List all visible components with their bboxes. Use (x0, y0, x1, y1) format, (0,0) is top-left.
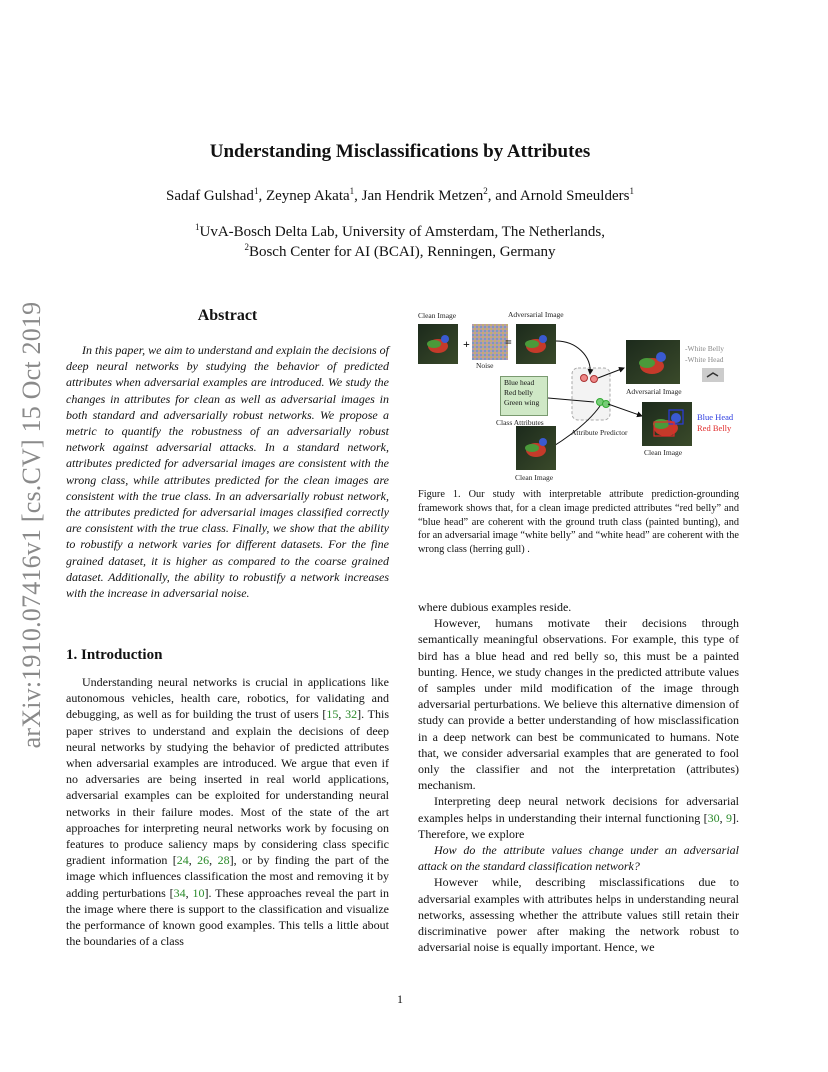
predictor-node (591, 376, 598, 383)
affiliation-line-2 (0, 242, 800, 262)
citation-link[interactable]: 30 (707, 810, 720, 825)
citation-link[interactable]: 28 (217, 853, 230, 868)
affiliation-mark: 2 (244, 242, 249, 252)
section-heading-introduction: 1. Introduction (66, 647, 163, 663)
author-name: , Zeynep Akata (258, 188, 350, 204)
clean-image-top (418, 324, 458, 364)
figure-label: Attribute Predictor (571, 428, 628, 437)
adversarial-image-right (626, 340, 680, 384)
abstract-text: In this paper, we aim to understand and explain the decisions of deep neural networks by studying the behavior of predicted attributes when adversarial examples are introduced. We study the changes in attributes for clean as well as adversarial images in both standard and adversarially robust networks. We propose a metric to quantify the robustness of an adversarially robust network against adversarial attacks. In a standard network, attributes predicted for adversarial images are consistent with the wrong class, while attributes predicted for the clean images are consistent with the true class. In an adversarially robust network, the attributes predicted for adversarial images classified correctly are consistent with the true class. Finally, we show that the ability to robustify a network varies for different datasets. For the fine grained dataset, it is higher as compared to the coarse grained dataset. Additionally, the ability to robustify a network increases with the increase in adversarial noise. (66, 343, 389, 601)
figure-label: Noise (476, 361, 494, 370)
affiliation-mark: 2 (483, 186, 488, 196)
clean-image-bottom (516, 426, 556, 470)
red-belly-label: Red Belly (697, 423, 732, 433)
predictor-node (581, 375, 588, 382)
attribute-item: Green wing (504, 398, 540, 407)
research-question: How do the attribute values change under an adversarial attack on the standard classification network? (418, 843, 739, 874)
adversarial-image-top (516, 324, 556, 364)
arrow (608, 404, 642, 416)
class-attributes-note (500, 376, 548, 416)
citation-link[interactable]: 24 (176, 853, 189, 868)
author-name: , Jan Hendrik Metzen (354, 188, 484, 204)
affiliation-text: Bosch Center for AI (BCAI), Renningen, Germany (248, 244, 556, 260)
plus-sign: + (463, 337, 470, 351)
affiliation-mark: 1 (349, 186, 355, 196)
attribute-item: Blue head (504, 378, 535, 387)
affiliation-text: UvA-Bosch Delta Lab, University of Amsterdam, The Netherlands, (199, 224, 605, 240)
figure-label: Clean Image (515, 473, 554, 482)
affiliation-mark: 1 (629, 186, 634, 196)
white-belly-label: -White Belly (685, 344, 724, 353)
paragraph: Interpreting deep neural network decisions for adversarial examples helps in understanding their internal functioning [30, 9]. Therefore, we explore (418, 794, 739, 841)
citation-link[interactable]: 34 (173, 885, 186, 900)
abstract-heading: Abstract (197, 307, 258, 324)
figure-label: Clean Image (644, 448, 683, 457)
figure-1 (416, 306, 748, 486)
affiliation-line-1 (0, 222, 800, 242)
figure-label: Adversarial Image (508, 310, 564, 319)
paragraph: However while, describing misclassifications due to adversarial examples with attributes helps in understanding neural networks, assessing whether the attribute values still retain their discriminative power after making the network robust to adversarial noise is equally important. Hence, we (418, 875, 739, 955)
affiliation-mark: 1 (253, 186, 259, 196)
paper-title: Understanding Misclassifications by Attributes (209, 141, 591, 162)
intro-left-column (66, 674, 389, 949)
paragraph: Understanding neural networks is crucial in applications like autonomous vehicles, health care, robotics, for validating and debugging, as well as for building the trust of users [15, 32]. This paper strives to understand and explain the decisions of deep neural networks by studying the behavior of predicted attributes when adversarial examples are introduced. We argue that even if no adversaries are being inserted in real world applications, adversarial examples can be exploited for understanding neural networks in their failure modes. Most of the state of the art approaches for interpreting neural networks work by focusing on features to produce saliency maps by considering class specific gradient information [24, 26, 28], or by finding the part of the image which influences classification the most and removing it by adding perturbations [34, 10]. These approaches reveal the part in the image where there is support to the classification and visualize the performance of known good examples. This tells a little about the boundaries of a class (66, 675, 390, 949)
attribute-item: Red belly (504, 388, 533, 397)
arxiv-watermark (12, 290, 52, 760)
citation-link[interactable]: 9 (726, 810, 732, 825)
figure-label: Clean Image (418, 311, 457, 320)
equals-sign: = (505, 335, 512, 349)
citation-link[interactable]: 10 (192, 885, 205, 900)
figure-label: Adversarial Image (626, 387, 682, 396)
noise-image (472, 324, 508, 360)
gull-thumbnail (702, 368, 724, 382)
citation-link[interactable]: 32 (345, 707, 358, 722)
blue-head-label: Blue Head (697, 412, 734, 422)
arxiv-id-text: arXiv:1910.07416v1 [cs.CV] 15 Oct 2019 (17, 301, 46, 749)
affiliation-mark: 1 (195, 222, 200, 232)
figure-diagram (416, 306, 748, 486)
author-name: , and Arnold Smeulders (487, 188, 630, 204)
page-number: 1 (397, 992, 403, 1006)
paragraph: However, humans motivate their decisions through semantically meaningful observations. For example, this type of bird has a blue head and red belly so, this must be a painted bunting. Hence, we study changes in the predicted attribute values of samples under mild modification of the image through adversarial perturbations. We believe this alternative dimension of study can provide a better understanding of how misclassification in a deep network can best be communicated to humans. Note that, we consider adversarial examples that are generated to fool only the classifier and not the interpretation (attributes) mechanism. (418, 616, 739, 793)
figure-caption: Figure 1. Our study with interpretable attribute prediction-grounding framework shows that, for a clean image predicted attributes “red belly” and “blue head” are coherent with the ground truth class (painted bunting), and for an adversarial image “white belly” and “white head” are coherent with the wrong class (herring gull) . (418, 489, 739, 556)
intro-right-column (418, 599, 739, 955)
affiliations (0, 222, 800, 262)
citation-link[interactable]: 26 (197, 853, 210, 868)
figure-label: Class Attributes (496, 418, 544, 427)
paragraph: where dubious examples reside. (418, 600, 572, 614)
citation-link[interactable]: 15 (326, 707, 339, 722)
clean-image-right (642, 402, 692, 446)
author-name: Sadaf Gulshad (166, 188, 254, 204)
author-list (0, 188, 800, 205)
white-head-label: -White Head (685, 355, 724, 364)
